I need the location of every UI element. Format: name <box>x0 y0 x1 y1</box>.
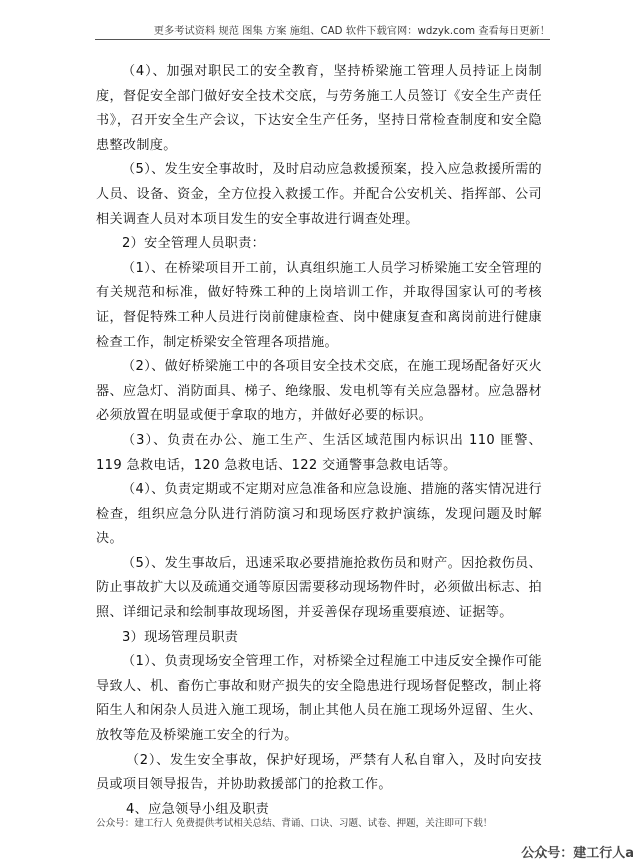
paragraph: （1）、在桥梁项目开工前，认真组织施工人员学习桥梁施工安全管理的有关规范和标准，做好特殊工种的上岗培训工作，并取得国家认可的考核证，督促特殊工种人员进行岗前健康检查、岗中健康复查和离岗前进行健康检查工作，制定桥梁安全管理各项措施。 <box>96 260 542 350</box>
section-heading: 4、应急领导小组及职责 <box>126 801 270 817</box>
section-heading: 2）安全管理人员职责： <box>122 236 266 252</box>
page-header: 更多考试资料 规范 图集 方案 施组、CAD 软件下载官网：wdzyk.com 查看每日更新！ <box>153 26 550 37</box>
paragraph: （2）、发生安全事故，保护好现场，严禁有人私自窜入，及时向安技员或项目领导报告，并协助救援部门的抢救工作。 <box>96 752 542 793</box>
paragraph: （4）、加强对职民工的安全教育，坚持桥梁施工管理人员持证上岗制度，督促安全部门做好安全技术交底，与劳务施工人员签订《安全生产责任书》，召开安全生产会议，下达安全生产任务，坚持日常检查制度和安全隐患整改制度。 <box>96 64 542 153</box>
paragraph: （5）、发生事故后，迅速采取必要措施抢救伤员和财产。因抢救伤员、防止事故扩大以及疏通交通等原因需要移动现场物件时，必须做出标志、拍照、详细记录和绘制事故现场图，并妥善保存现场重要痕迹、证据等。 <box>96 555 542 621</box>
paragraph: （3）、负责在办公、施工生产、生活区域范围内标识出 110 匪警、119 急救电话，120 急救电话、122 交通警事急救电话等。 <box>96 432 542 473</box>
page-footer: 公众号：建工行人 免费提供考试相关总结、背诵、口诀、习题、试卷、押题，关注即可下载！ <box>96 818 493 829</box>
paragraph: （5）、发生安全事故时，及时启动应急救援预案，投入应急救援所需的人员、设备、资金，全方位投入救援工作。并配合公安机关、指挥部、公司相关调查人员对本项目发生的安全事故进行调查处理。 <box>96 162 542 227</box>
watermark-text: 公众号：建工行人a <box>521 846 634 861</box>
paragraph: （2）、做好桥梁施工中的各项目安全技术交底，在施工现场配备好灭火器、应急灯、消防面具、梯子、绝缘服、发电机等有关应急器材。应急器材必须放置在明显或便于拿取的地方，并做好必要的标识。 <box>96 359 542 424</box>
header-divider <box>95 39 550 40</box>
paragraph: （4）、负责定期或不定期对应急准备和应急设施、措施的落实情况进行检查，组织应急分队进行消防演习和现场医疗救护演练，发现问题及时解决。 <box>96 482 542 547</box>
document-body <box>96 60 542 822</box>
section-heading: 3）现场管理员职责 <box>122 629 239 645</box>
paragraph: （1）、负责现场安全管理工作，对桥梁全过程施工中违反安全操作可能导致人、机、畜伤亡事故和财产损失的安全隐患进行现场督促整改，制止将陌生人和闲杂人员进入施工现场，制止其他人员在施工现场外逗留、生火、放牧等危及桥梁施工安全的行为。 <box>96 654 542 744</box>
